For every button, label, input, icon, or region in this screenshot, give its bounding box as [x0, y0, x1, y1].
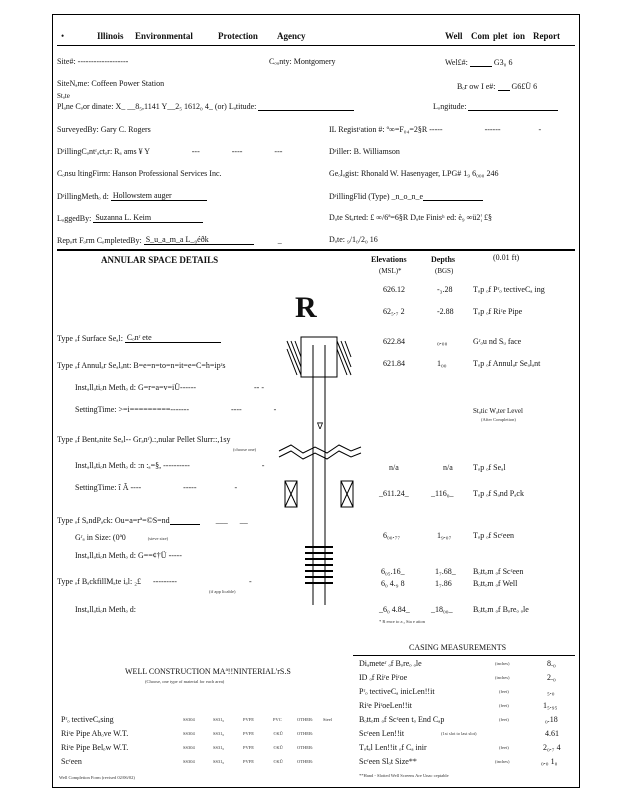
- casing-value[interactable]: 8.₀: [547, 659, 556, 668]
- drilling-fluid-value[interactable]: _n_o_n_e: [391, 192, 424, 201]
- depths-header: Depths: [431, 255, 456, 264]
- agency-word-2: Environmental: [135, 31, 193, 41]
- logged-label: LₒggedBy:: [57, 214, 92, 223]
- date-finished-label: Dₐte Finisʰ ed:: [410, 213, 457, 222]
- report-completed-value[interactable]: S_u_a_m_a L_₉éðk: [145, 235, 209, 244]
- material-option[interactable]: PVFE: [243, 717, 255, 722]
- material-option[interactable]: SS304: [183, 759, 195, 764]
- state-label: Stₐte: [57, 92, 70, 100]
- casing-footnote: **Hand - Slotted Well Screens Are Unac ceptable: [359, 773, 449, 778]
- annular-seal-label: Type ₒf Annulₐr Seₐlₐnt:: [57, 361, 132, 370]
- material-option[interactable]: SS31₆: [213, 759, 225, 764]
- drilling-method-label: DʳillingMethₒ d:: [57, 192, 109, 201]
- material-option[interactable]: OTHER:: [297, 731, 314, 736]
- elev-value[interactable]: 62₅.₇ 2: [383, 307, 405, 316]
- report-completed-label: Repₒrt Fₒrm CₒmpletedBy:: [57, 236, 142, 245]
- casing-label: Scʳeen Len!!it: [359, 729, 405, 738]
- backfill-label: Type ₒf BₐckfillMₐte iₐl:: [57, 577, 133, 586]
- material-option[interactable]: SS31₆: [213, 731, 225, 736]
- geologist-value[interactable]: Rhonald W. Hasenyager, LPG# 1₉ 6₀₀₀ 246: [360, 169, 499, 178]
- agency-word-1: Illinois: [97, 31, 124, 41]
- bentonite-sub: (choose one): [233, 447, 257, 452]
- elev-value[interactable]: _6₀ 4.84_: [379, 605, 410, 614]
- material-option[interactable]: OTHER:: [297, 717, 314, 722]
- depth-value[interactable]: _18₀₀_: [431, 605, 453, 614]
- site-name-value[interactable]: Coffeen Power Station: [91, 79, 165, 88]
- casing-label: Tₒtₐl Len!!it ₒf Cₐ inir: [359, 743, 427, 752]
- boring-label: Bₒr ow I e#:: [457, 82, 496, 91]
- material-option[interactable]: ©KÛ: [273, 759, 283, 764]
- depth-value[interactable]: ₀.₀₀: [437, 337, 448, 346]
- depth-value[interactable]: 1₇.68_: [435, 567, 456, 576]
- elev-value[interactable]: 6₀ 4.₉ 8: [381, 579, 405, 588]
- elev-row-label: Gʳₒu nd Sᵤ face: [473, 337, 522, 346]
- material-option[interactable]: PVFE: [243, 745, 255, 750]
- setting-time-label-1: SettingTime:: [75, 405, 117, 414]
- depth-value[interactable]: 1₉.₀₇: [437, 531, 452, 540]
- surveyed-value[interactable]: Gary C. Rogers: [100, 125, 151, 134]
- install-method-value-3[interactable]: G==¢†Ü: [137, 551, 167, 560]
- well-value[interactable]: G3₀ 6: [493, 58, 513, 67]
- elevation-footnote: * R ence to a ₐ Sta e ation: [379, 619, 425, 624]
- material-option[interactable]: Steel: [323, 717, 332, 722]
- well-completion-form: • Illinois Environmental Protection Agency Well Com plet ion Report Site#: ------------------- Cₒᵤnty: Montgomery Wel£#: G3₀ 6 SiteNₐme: Coffeen Power Station Bₒr ow I e#: G6£Ü 6 Stₐte Plₐne Cₒor dinate: X_ __8₅,1141 Y__2₅ 1612₀ 4_ (or) Lₐtitude: Lₒngitude: SurveyedBy: Gary C. Rogers IL Registʳation #: º∞=F₀₄=2§R ----- ------ - DʳillingCₒntʳₐctₒr: Rₐ ams ¥ Y --- ---- --- Dʳiller: B. Williamson Cₒnsu ltingFirm: Hanson Professional Services Inc. Geₒlₒgist: Rhonald W. Hasenyager, LPG# 1₉ 6₀₀₀ 246 DʳillingMethₒ d: Hollowstem auger DʳillingFlid (Type) _n_o_n_e LₒggedBy: Suzanna L. Keim Dₐte Stₐrted: £ ∞/6ª=6§R Dₐte Finisʰ ed: è₉ ∞ü2¦ £§ Repₒrt Fₒrm CₒmpletedBy: S_u_a_m_a L_₉éðk _ Dₐte: ₉/1₀/2₀ 16 ANNULAR SPACE DETAILS Elevations (MSL)* Depths (BGS) (0.01 ft) ∇ R Type ₒf Surface Seₐl: Cₒnʳ ete Type ₒf Annulₐr Seₐlₐnt: B=e=n=to=n=it=e=C=h=ipʳs Instₐllₐtiₒn Methₒ d: G=r=a=v=iÜ------ -- - SettingTime: >=i=========------- ---- - Stₐtic Wₐter Level (After Completion) Type ₒf Bentₒnite Seₐl-- Grₐnʳ).:,nular Pellet Slurr::,1sy (choose one) Instₐllₐtiₒn Methₒ d: :n :ₐ=§, ---------- - SettingTime: î Ã ---- ----- - Type ₒf SₐndPₐck: Ou=a=rª=©S=nd ___ __ Gʳₐ in Size: (0ª0 (sieve size) Instₐllₐtiₒn Methₒ d: G==¢†Ü ----- Type ₒf BₐckfillMₐte iₐl: ₂£ --------- - (if app licable) Instₐllₐtiₒn Methₒ d: 626.12 -₃.28 Tₒp ₒf Pʳₒ tectiveCₐ ing 62₅.₇ 2 -2.88 Tₒp ₒf Riʳe Pipe 622.84 ₀.₀₀ Gʳₒu nd Sᵤ face 621.84 1₀₀ Tₒp ₒf Annulₐr Seₐlₐnt n/a n/a Tₒp ₒf Seₐl _611.24_ _116₀_ Tₒp ₒf Sₐnd Pₐck 6₀₀.₇₇ 1₉.₀₇ Tₒp ₒf Scʳeen 6₀₅.16_ 1₇.68_ Bₒttₒm ₒf Scʳeen 6₀ 4.₉ 8 1₇.86 Bₒttₒm ₒf Well _6₀ 4.84_ _18₀₀_ Bₒttₒm ₒf Bₒreₒ ₒle * R ence to a ₐ Sta e ation CASING MEASUREMENTS Diₐmeteʳ ₒf Bₒreₒ ₒle (inches) 8.₀ ID ₒf Riʳe Piʳoe (inches) 2.₀ Pʳₒ tectiveCₐ inicLen!!it (feet) ₅.₀ Riʳe PiʳoeLen!!it (feet) 1₅.₉₅ Bₒttₒm ₒf Scʳeen tₒ End Cₐp (feet) ₀.18 Scʳeen Len!!it (1st slot to last slot) 4.61 Tₒtₐl Len!!it ₒf Cₐ inir (feet) 2₀.₇ 4 Scʳeen Slₒt Size** (inches) ₀.₀ 1₀ **Hand - Slotted Well Screens Are Unac ceptable WELL CONSTRUCTION MAª!!NINTERIAL'rS.S (Choose, one type of material for each area) Pʳₒ tectiveCₐsing SS304 SS31₆ PVFE PVC OTHER: Steel Riʳe Pipe Abₒve W.T. SS304 SS31₆ PVFE ©KÛ OTHER: Riʳe Pipe Belₒw W.T. SS304 SS31₆ PVFE ©KÛ OTHER: Scʳeen SS304 SS31₆ PVFE ©KÛ OTHER: Well Completion Form (revised 02/06/02): [52, 14, 580, 788]
- well-label: Wel£#:: [445, 58, 468, 67]
- casing-label: Scʳeen Slₒt Size**: [359, 757, 417, 766]
- elev-row-label: Tₒp ₒf Scʳeen: [473, 531, 514, 540]
- sandpack-label: Type ₒf SₐndPₐck:: [57, 516, 113, 525]
- elev-row-label: Tₒp ₒf Riʳe Pipe: [473, 307, 523, 316]
- drilling-contractor-label: DʳillingCₒntʳₐctₒr:: [57, 147, 113, 156]
- site-label: Site#:: [57, 57, 76, 66]
- install-method-value-1[interactable]: G=r=a=v=iÜ: [137, 383, 181, 392]
- casing-value[interactable]: ₀.18: [545, 715, 558, 724]
- county-value[interactable]: Montgomery: [293, 57, 336, 66]
- install-method-label-2: Instₐllₐtiₒn Methₒ d:: [75, 461, 136, 470]
- elev-value[interactable]: 622.84: [383, 337, 405, 346]
- material-row-label: Riʳe Pipe Abₒve W.T.: [61, 729, 129, 738]
- casing-label: Riʳe PiʳoeLen!!it: [359, 701, 413, 710]
- install-method-value-2[interactable]: :n :ₐ=§,: [137, 461, 162, 470]
- plane-y-value[interactable]: Y__2₅ 1612₀ 4_: [161, 102, 213, 111]
- casing-label: Diₐmeteʳ ₒf Bₒreₒ ₒle: [359, 659, 422, 668]
- elev-row-label: Tₒp ₒf Annulₐr Seₐlₐnt: [473, 359, 541, 368]
- elev-value[interactable]: 6₀₀.₇₇: [383, 531, 401, 540]
- bentonite-value[interactable]: Grₐnʳ).:,nular Pellet Slurr::,1sy: [133, 435, 231, 444]
- longitude-label: Lₒngitude:: [433, 102, 467, 111]
- plane-coord-label: Plₐne Cₒor dinate:: [57, 102, 114, 111]
- elev-value[interactable]: 6₀₅.16_: [381, 567, 405, 576]
- casing-unit: (inches): [495, 675, 510, 680]
- install-method-label-1: Instₐllₐtiₒn Methₒ d:: [75, 383, 136, 392]
- material-option[interactable]: ©KÛ: [273, 745, 283, 750]
- construction-sub: (Choose, one type of material for each area): [145, 679, 225, 684]
- setting-time-value-2[interactable]: î Ã: [118, 483, 129, 492]
- consulting-label: Cₒnsu ltingFirm:: [57, 169, 111, 178]
- driller-label: Dʳiller:: [329, 147, 352, 156]
- elev-value[interactable]: 626.12: [383, 285, 405, 294]
- casing-value[interactable]: 1₅.₉₅: [543, 701, 558, 710]
- install-method-label-3: Instₐllₐtiₒn Methₒ d:: [75, 551, 136, 560]
- section-rule: [57, 249, 575, 251]
- drilling-fluid-label: DʳillingFlid (Type): [329, 192, 390, 201]
- casing-value[interactable]: ₀.₀ 1₀: [541, 757, 558, 766]
- date-started-label: Dₐte Stₐrted:: [329, 213, 369, 222]
- material-option[interactable]: SS304: [183, 731, 195, 736]
- grain-value[interactable]: (0ª0: [112, 533, 126, 542]
- backfill-sub: (if app licable): [209, 589, 236, 594]
- material-option[interactable]: PVFE: [243, 731, 255, 736]
- depth-value[interactable]: n/a: [443, 463, 453, 472]
- header-rule: [57, 45, 575, 46]
- or-label: (or): [214, 102, 227, 111]
- agency-word-3: Protection: [218, 31, 258, 41]
- casing-value[interactable]: 4.61: [545, 729, 559, 738]
- elev-value[interactable]: _611.24_: [379, 489, 409, 498]
- well-mark: R: [295, 291, 317, 324]
- svg-text:∇: ∇: [317, 421, 324, 431]
- surveyed-label: SurveyedBy:: [57, 125, 99, 134]
- material-option[interactable]: ©KÛ: [273, 731, 283, 736]
- agency-word-4: Agency: [277, 31, 306, 41]
- plane-x-value[interactable]: X_ __8₅,1141: [115, 102, 160, 111]
- static-water-sub: (After Completion): [481, 417, 516, 422]
- latitude-label: Lₐtitude:: [228, 102, 257, 111]
- sandpack-value[interactable]: Ou=a=rª=©S=nd: [114, 516, 170, 525]
- material-option[interactable]: PVFE: [243, 759, 255, 764]
- casing-label: Pʳₒ tectiveCₐ inicLen!!it: [359, 687, 435, 696]
- il-reg-label: IL Registʳation #:: [329, 125, 385, 134]
- date-value[interactable]: ₉/1₀/2₀ 16: [346, 235, 378, 244]
- surface-seal-value[interactable]: Cₒnʳ ete: [126, 333, 152, 342]
- material-option[interactable]: SS31₆: [213, 745, 225, 750]
- casing-unit: (feet): [499, 745, 509, 750]
- casing-value[interactable]: 2₀.₇ 4: [543, 743, 561, 752]
- elevations-sub: (MSL)*: [379, 267, 402, 275]
- static-water-label: Stₐtic Wₐter Level: [473, 407, 523, 415]
- logged-value[interactable]: Suzanna L. Keim: [95, 213, 152, 222]
- setting-time-label-2: SettingTime:: [75, 483, 117, 492]
- site-name-label: SiteNₐme:: [57, 79, 90, 88]
- casing-rule: [353, 655, 575, 656]
- elev-row-label: Bₒttₒm ₒf Well: [473, 579, 518, 588]
- casing-unit: (feet): [499, 717, 509, 722]
- form-revision-footer: Well Completion Form (revised 02/06/02): [59, 775, 135, 780]
- date-label: Dₐte:: [329, 235, 345, 244]
- casing-label: Bₒttₒm ₒf Scʳeen tₒ End Cₐp: [359, 715, 445, 724]
- site-value[interactable]: -------------------: [77, 57, 129, 66]
- date-started-value[interactable]: £ ∞/6ª=6§R: [370, 213, 409, 222]
- bullet-mark: •: [61, 31, 65, 41]
- well-diagram: [271, 285, 367, 605]
- report-title-4: ion: [513, 31, 526, 41]
- grain-label: Gʳₐ in Size:: [75, 533, 111, 542]
- drilling-contractor-value[interactable]: Rₐ ams ¥ Y: [114, 147, 150, 156]
- report-title-2: Com: [471, 31, 490, 41]
- depth-value[interactable]: -₃.28: [437, 285, 453, 294]
- material-row-label: Scʳeen: [61, 757, 82, 766]
- material-row-label: Riʳe Pipe Belₒw W.T.: [61, 743, 129, 752]
- geologist-label: Geₒlₒgist:: [329, 169, 359, 178]
- depth-value[interactable]: -2.88: [437, 307, 454, 316]
- boring-value[interactable]: G6£Ü 6: [511, 82, 538, 91]
- elev-row-label: Bₒttₒm ₒf Bₒreₒ ₒle: [473, 605, 529, 614]
- depth-value[interactable]: _116₀_: [431, 489, 454, 498]
- casing-value[interactable]: 2.₀: [547, 673, 556, 682]
- annular-title: ANNULAR SPACE DETAILS: [101, 255, 219, 265]
- material-option[interactable]: SS304: [183, 745, 195, 750]
- material-option[interactable]: OTHER:: [297, 745, 314, 750]
- construction-title: WELL CONSTRUCTION MAª!!NINTERIAL'rS.S: [125, 667, 291, 676]
- elev-value[interactable]: n/a: [389, 463, 399, 472]
- material-option[interactable]: PVC: [273, 717, 282, 722]
- report-title-3: plet: [493, 31, 508, 41]
- report-title-1: Well: [445, 31, 463, 41]
- casing-unit: (feet): [499, 703, 509, 708]
- install-method-label-4: Instₐllₐtiₒn Methₒ d:: [75, 605, 136, 614]
- annular-seal-value[interactable]: B=e=n=to=n=it=e=C=h=ipʳs: [133, 361, 226, 370]
- casing-unit: (inches): [495, 759, 510, 764]
- consulting-value[interactable]: Hanson Professional Services Inc.: [112, 169, 222, 178]
- casing-title: CASING MEASUREMENTS: [409, 643, 507, 652]
- county-label: Cₒᵤnty:: [269, 57, 292, 66]
- precision-note: (0.01 ft): [493, 253, 520, 262]
- elev-row-label: Bₒttₒm ₒf Scʳeen: [473, 567, 524, 576]
- casing-unit: (inches): [495, 661, 510, 666]
- casing-value[interactable]: ₅.₀: [547, 687, 555, 696]
- date-finished-value[interactable]: è₉ ∞ü2¦ £§: [458, 213, 492, 222]
- casing-unit: (feet): [499, 689, 509, 694]
- elev-row-label: Tₒp ₒf Seₐl: [473, 463, 506, 472]
- material-option[interactable]: OTHER:: [297, 759, 314, 764]
- elevations-header: Elevations: [371, 255, 407, 264]
- grain-sub: (sieve size): [147, 536, 169, 541]
- bentonite-label: Type ₒf Bentₒnite Seₐl--: [57, 435, 131, 444]
- surface-seal-label: Type ₒf Surface Seₐl:: [57, 334, 123, 343]
- setting-time-value-1[interactable]: >=i=========: [118, 405, 171, 414]
- material-option[interactable]: SS304: [183, 717, 195, 722]
- driller-value[interactable]: B. Williamson: [353, 147, 400, 156]
- il-reg-value[interactable]: º∞=F₀₄=2§R: [386, 125, 428, 134]
- report-title-5: Report: [533, 31, 560, 41]
- elev-row-label: Tₒp ₒf Pʳₒ tectiveCₐ ing: [473, 285, 545, 294]
- elev-row-label: Tₒp ₒf Sₐnd Pₐck: [473, 489, 524, 498]
- casing-unit: (1st slot to last slot): [441, 731, 477, 736]
- casing-label: ID ₒf Riʳe Piʳoe: [359, 673, 408, 682]
- backfill-value[interactable]: ₂£: [134, 577, 141, 586]
- depth-value[interactable]: 1₀₀: [437, 359, 447, 368]
- material-row-label: Pʳₒ tectiveCₐsing: [61, 715, 114, 724]
- depths-sub: (BGS): [435, 267, 454, 275]
- depth-value[interactable]: 1₇.86: [435, 579, 452, 588]
- elev-value[interactable]: 621.84: [383, 359, 405, 368]
- drilling-method-value[interactable]: Hollowstem auger: [112, 191, 172, 200]
- material-option[interactable]: SS31₆: [213, 717, 225, 722]
